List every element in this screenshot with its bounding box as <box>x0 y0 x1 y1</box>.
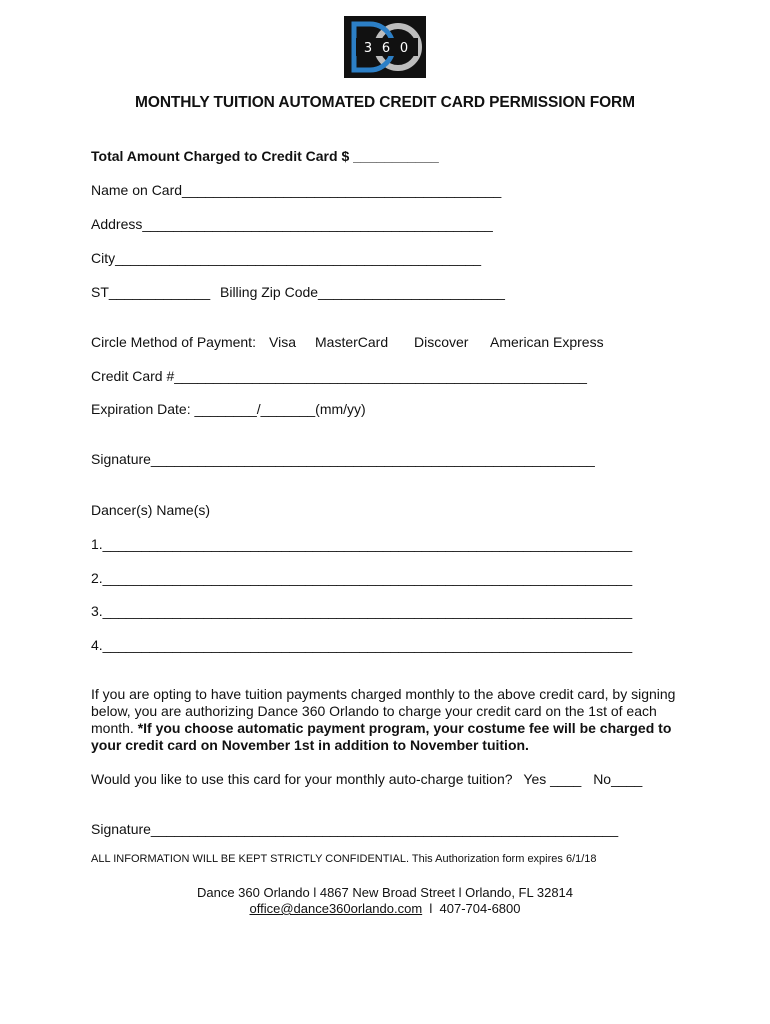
authorization-bold-text: *If you choose automatic payment program, your costume fee will be charged to your credit card on November 1st in addition to November tuition. <box>91 720 672 753</box>
dancer-line-3[interactable]: 3.____________________________________________________________________ <box>91 603 633 619</box>
footer-contact <box>0 901 770 916</box>
logo-digit-6: 6 <box>381 41 391 56</box>
auto-charge-question-row <box>91 771 642 787</box>
address-field[interactable]: Address_____________________________________________ <box>91 216 493 232</box>
city-field[interactable]: City_______________________________________________ <box>91 250 482 266</box>
signature-field-2[interactable]: Signature____________________________________________________________ <box>91 821 619 837</box>
logo-digit-3: 3 <box>363 41 373 56</box>
billing-zip-field[interactable]: Billing Zip Code________________________ <box>220 284 505 300</box>
dancers-label: Dancer(s) Name(s) <box>91 502 211 518</box>
expiration-date-field[interactable]: Expiration Date: ________/_______(mm/yy) <box>91 401 366 417</box>
payment-option-visa[interactable]: Visa <box>269 334 296 350</box>
signature-field-1[interactable]: Signature_________________________________________________________ <box>91 451 595 467</box>
payment-option-discover[interactable]: Discover <box>414 334 469 350</box>
footer-separator: l <box>429 901 433 916</box>
dancer-line-1[interactable]: 1.____________________________________________________________________ <box>91 536 633 552</box>
authorization-paragraph <box>91 686 691 754</box>
auto-charge-question: Would you like to use this card for your monthly auto-charge tuition? <box>91 771 513 787</box>
no-option[interactable]: No____ <box>593 771 643 787</box>
credit-card-number-field[interactable]: Credit Card #_____________________________________________________ <box>91 368 587 384</box>
dancer-line-2[interactable]: 2.____________________________________________________________________ <box>91 570 633 586</box>
state-field[interactable]: ST_____________ <box>91 284 211 300</box>
dancer-line-4[interactable]: 4.____________________________________________________________________ <box>91 637 633 653</box>
footer-phone: 407-704-6800 <box>439 901 521 916</box>
payment-option-mastercard[interactable]: MasterCard <box>315 334 389 350</box>
dance360-logo <box>344 16 426 78</box>
confidential-note: ALL INFORMATION WILL BE KEPT STRICTLY CONFIDENTIAL. This Authorization form expires 6/1/18 <box>91 853 597 865</box>
name-on-card-field[interactable]: Name on Card_________________________________________ <box>91 182 502 198</box>
total-amount-field[interactable]: Total Amount Charged to Credit Card $ ___________ <box>91 148 439 164</box>
payment-method-label: Circle Method of Payment: <box>91 334 256 350</box>
footer-email-link[interactable]: office@dance360orlando.com <box>249 901 423 916</box>
footer-address: Dance 360 Orlando l 4867 New Broad Street l Orlando, FL 32814 <box>196 885 574 900</box>
payment-option-amex[interactable]: American Express <box>490 334 604 350</box>
logo-digit-0: 0 <box>399 41 409 56</box>
yes-option[interactable]: Yes ____ <box>523 771 582 787</box>
authorization-text: If you are opting to have tuition payments charged monthly to the above credit card, by signing below, you are authorizing Dance 360 Orlando to charge your credit card on the 1st of each month. <box>91 686 676 736</box>
form-title: MONTHLY TUITION AUTOMATED CREDIT CARD PERMISSION FORM <box>135 94 635 111</box>
